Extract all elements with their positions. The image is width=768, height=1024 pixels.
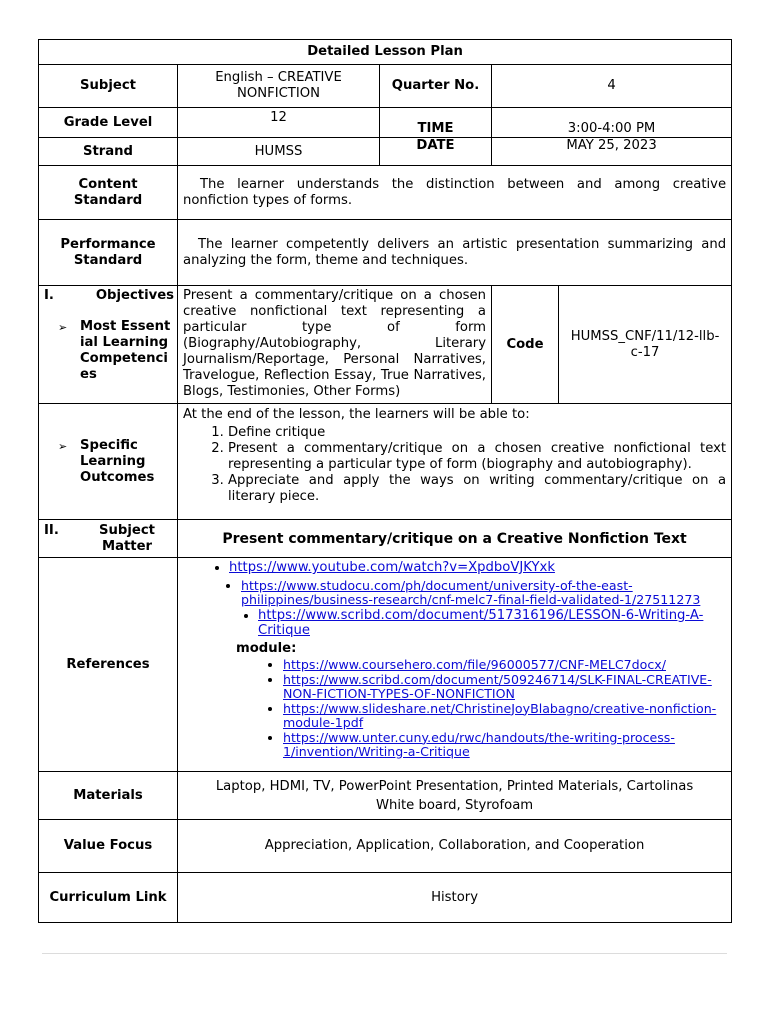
strand-value: HUMSS (178, 138, 380, 166)
melc-text: Present a commentary/critique on a chosen creative nonfictional text representing a particular type of form (Biography/Autobiography, Literary Journalism/Reportage, Personal Narratives, Travelogue, Reflection Essay, True Narratives, Blogs, Testimonies, Other Forms) (178, 286, 492, 404)
subject-value: English – CREATIVE NONFICTION (178, 65, 380, 108)
page-divider (42, 953, 727, 954)
references-row (39, 558, 732, 772)
module-link[interactable]: https://www.slideshare.net/ChristineJoyBlabagno/creative-nonfiction-module-1pdf (283, 700, 717, 730)
list-item (229, 560, 726, 576)
list-item (283, 731, 726, 760)
grade-label: Grade Level (39, 108, 178, 138)
performance-standard-text: The learner competently delivers an artistic presentation summarizing and analyzing the form, theme and techniques. (178, 220, 732, 286)
references-content (178, 558, 732, 772)
list-item: 3. Appreciate and apply the ways on writing commentary/critique on a literary piece. (228, 473, 726, 505)
reference-link[interactable]: https://www.scribd.com/document/517316196/LESSON-6-Writing-A-Critique (258, 608, 704, 638)
melc-item (44, 319, 174, 383)
lesson-plan-page (38, 39, 731, 923)
grade-row (39, 108, 732, 138)
content-standard-row (39, 166, 732, 220)
title-row (39, 40, 732, 65)
code-value: HUMSS_CNF/11/12-llb-c-17 (559, 286, 732, 404)
subject-matter-label: Subject Matter (99, 522, 155, 554)
time-label: TIME (380, 108, 492, 138)
curriculum-link-label: Curriculum Link (39, 873, 178, 923)
module-link[interactable]: https://www.coursehero.com/file/96000577/CNF-MELC7docx/ (283, 657, 666, 672)
module-link[interactable]: https://www.scribd.com/document/509246714/SLK-FINAL-CREATIVE-NON-FICTION-TYPES-OF-NONFICTION (283, 671, 712, 701)
code-label: Code (492, 286, 559, 404)
module-label: module: (236, 641, 297, 656)
outcomes-intro: At the end of the lesson, the learners will be able to: (183, 407, 530, 422)
time-value: 3:00-4:00 PM (492, 108, 732, 138)
quarter-value: 4 (492, 65, 732, 108)
strand-label: Strand (39, 138, 178, 166)
objectives-heading-cell (39, 286, 178, 404)
reference-list (183, 560, 726, 576)
subject-row (39, 65, 732, 108)
outcomes-content (178, 404, 732, 520)
subject-matter-heading (44, 523, 172, 555)
materials-row (39, 772, 732, 820)
quarter-label: Quarter No. (380, 65, 492, 108)
value-focus-row (39, 820, 732, 873)
materials-line-2: White board, Styrofoam (375, 797, 534, 813)
curriculum-link-row (39, 873, 732, 923)
outcomes-list (183, 425, 726, 505)
outcomes-label-cell (39, 404, 178, 520)
module-link[interactable]: https://www.unter.cuny.edu/rwc/handouts/the-writing-process-1/invention/Writing-a-Critique (283, 729, 675, 759)
performance-standard-label: Performance Standard (39, 220, 178, 286)
list-item (241, 579, 726, 607)
document-title: Detailed Lesson Plan (39, 40, 732, 65)
date-value: MAY 25, 2023 (492, 138, 732, 166)
melc-label: Most Essential Learning Competencies (80, 319, 171, 382)
list-item (258, 608, 726, 638)
list-item: 1. Define critique (228, 425, 726, 441)
references-label: References (39, 558, 178, 772)
curriculum-link-text: History (178, 873, 732, 923)
subject-matter-text: Present commentary/critique on a Creative Nonfiction Text (178, 520, 732, 558)
materials-line-1: Laptop, HDMI, TV, PowerPoint Presentation, Printed Materials, Cartolinas (215, 778, 694, 794)
objectives-row (39, 286, 732, 404)
outcomes-item (44, 438, 172, 486)
subject-matter-heading-cell (39, 520, 178, 558)
subject-matter-row (39, 520, 732, 558)
reference-link[interactable]: https://www.studocu.com/ph/document/university-of-the-east-philippines/business-research/cnf-melc7-final-field-validated-1/27511273 (241, 578, 701, 607)
grade-value: 12 (178, 108, 380, 138)
list-item (283, 702, 726, 731)
list-item (283, 658, 726, 673)
arrow-bullet-icon: ➢ (58, 321, 68, 334)
reference-list (183, 579, 726, 607)
lesson-plan-table (38, 39, 732, 923)
list-item (283, 673, 726, 702)
subject-matter-numeral: II. (44, 522, 59, 538)
value-focus-text: Appreciation, Application, Collaboration, and Cooperation (178, 820, 732, 873)
outcomes-row (39, 404, 732, 520)
materials-content (178, 772, 732, 820)
content-standard-label: Content Standard (39, 166, 178, 220)
arrow-bullet-icon: ➢ (58, 439, 68, 453)
materials-label: Materials (39, 772, 178, 820)
content-standard-text: The learner understands the distinction between and among creative nonfiction types of forms. (178, 166, 732, 220)
date-label: DATE (380, 138, 492, 166)
reference-list (183, 608, 726, 638)
performance-standard-row (39, 220, 732, 286)
subject-label: Subject (39, 65, 178, 108)
module-list (183, 658, 726, 760)
objectives-heading (44, 288, 174, 304)
objectives-numeral: I. (44, 288, 54, 303)
value-focus-label: Value Focus (39, 820, 178, 873)
reference-link[interactable]: https://www.youtube.com/watch?v=XpdboVJKYxk (229, 560, 555, 575)
objectives-label: Objectives (95, 288, 174, 303)
list-item: 2. Present a commentary/critique on a chosen creative nonfictional text representing a particular type of form (biography and autobiography). (228, 441, 726, 473)
outcomes-label: Specific Learning Outcomes (80, 437, 155, 485)
strand-row (39, 138, 732, 166)
